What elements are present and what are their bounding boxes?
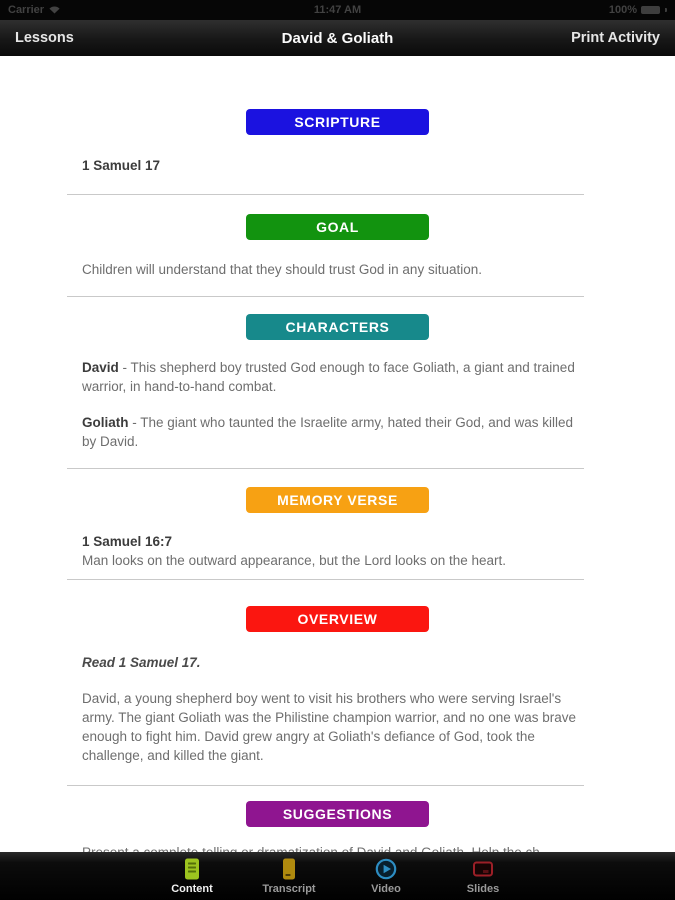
tab-content[interactable]	[144, 852, 241, 900]
character-desc: - This shepherd boy trusted God enough to face Goliath, a giant and trained warrior, in hand-to-hand combat.	[82, 360, 575, 394]
memory-verse-badge: MEMORY VERSE	[246, 487, 429, 513]
bottom-tab-bar	[0, 852, 675, 900]
transcript-document-icon	[278, 856, 300, 882]
tab-label: Slides	[466, 883, 500, 895]
memory-verse-text: Man looks on the outward appearance, but the Lord looks on the heart.	[82, 553, 507, 568]
section-divider	[67, 296, 584, 297]
content-document-icon	[181, 856, 203, 882]
character-david	[82, 358, 583, 396]
tab-label: Video	[371, 883, 401, 895]
goal-badge: GOAL	[246, 214, 429, 240]
carrier-label: Carrier	[8, 4, 45, 16]
tab-video[interactable]	[338, 852, 435, 900]
slides-display-icon	[471, 856, 495, 882]
character-desc: - The giant who taunted the Israelite army, hated their God, and was killed by David.	[82, 415, 574, 449]
clock: 11:47 AM	[313, 4, 362, 16]
tab-label: Transcript	[262, 883, 316, 895]
status-bar	[0, 0, 675, 20]
memory-verse-reference: 1 Samuel 16:7	[82, 534, 173, 549]
video-play-icon	[374, 856, 398, 882]
page-title: David & Goliath	[281, 29, 394, 47]
nav-bar	[0, 20, 675, 56]
battery-icon	[641, 6, 660, 14]
print-activity-button[interactable]: Print Activity	[571, 30, 660, 46]
overview-badge: OVERVIEW	[246, 606, 429, 632]
scripture-reference: 1 Samuel 17	[82, 158, 161, 173]
memory-verse-block	[82, 532, 583, 570]
wifi-icon	[48, 4, 61, 17]
section-divider	[67, 468, 584, 469]
tab-label: Content	[171, 883, 213, 895]
battery-percent: 100%	[608, 4, 638, 16]
character-name: Goliath	[82, 415, 129, 430]
characters-badge: CHARACTERS	[246, 314, 429, 340]
goal-text: Children will understand that they should trust God in any situation.	[82, 262, 482, 277]
tab-slides[interactable]	[435, 852, 532, 900]
overview-intro: Read 1 Samuel 17.	[82, 655, 201, 670]
suggestions-badge: SUGGESTIONS	[246, 801, 429, 827]
overview-text: David, a young shepherd boy went to visit his brothers who were serving Israel's army. The giant Goliath was the Philistine champion warrior, and no one was brave enough to fight him. David grew angry at Goliath's defiance of God, took the challenge, and killed the giant.	[82, 691, 577, 763]
battery-icon-nub	[665, 8, 667, 12]
scripture-badge: SCRIPTURE	[246, 109, 429, 135]
section-divider	[67, 785, 584, 786]
character-goliath	[82, 413, 583, 451]
character-name: David	[82, 360, 119, 375]
lesson-content[interactable]	[0, 56, 675, 900]
section-divider	[67, 194, 584, 195]
lessons-back-button[interactable]: Lessons	[15, 30, 74, 46]
section-divider	[67, 579, 584, 580]
tab-transcript[interactable]	[241, 852, 338, 900]
